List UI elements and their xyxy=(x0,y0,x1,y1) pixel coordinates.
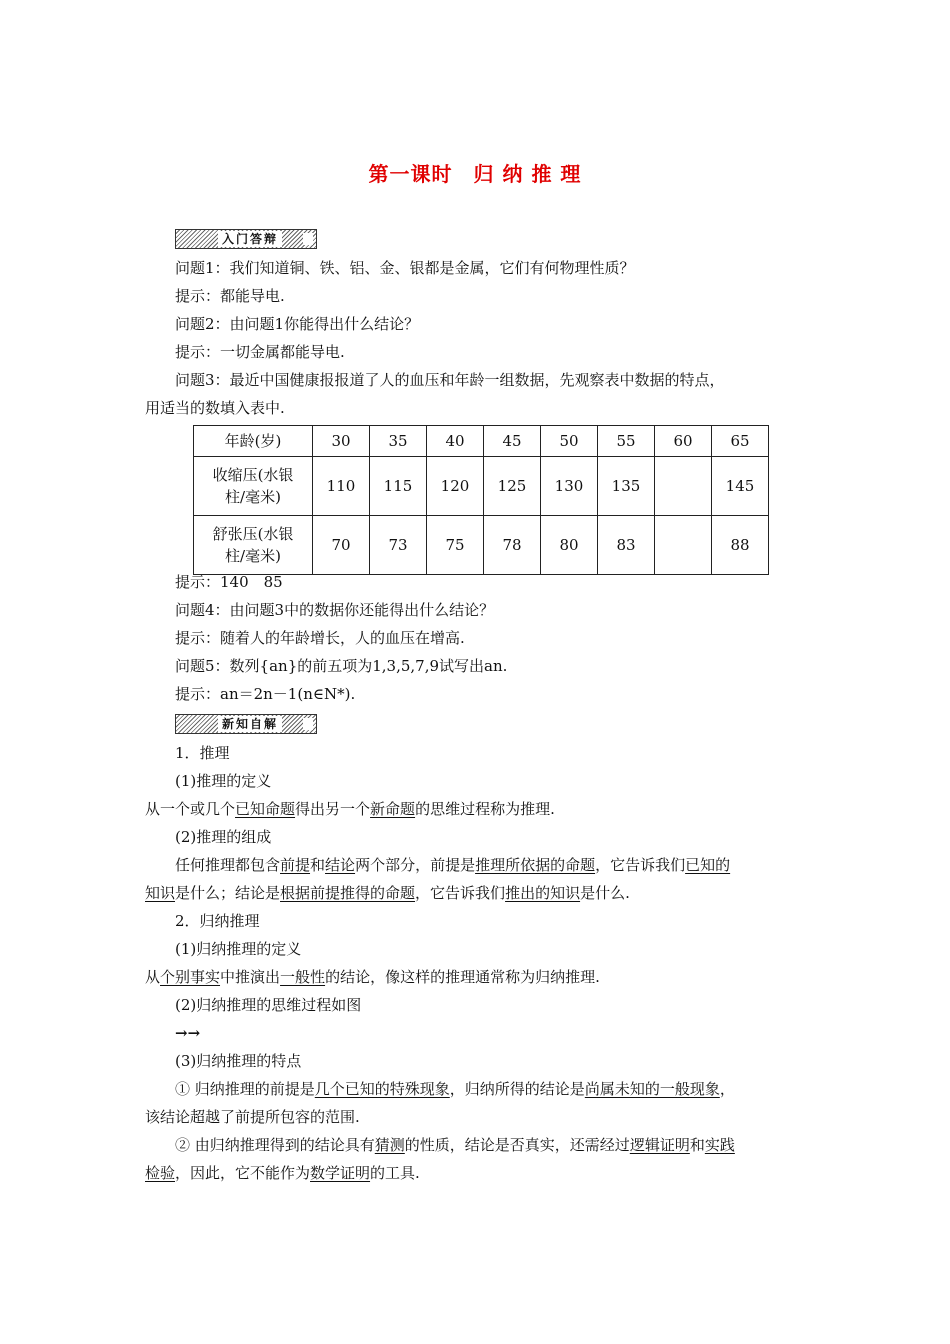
table-cell: 115 xyxy=(370,457,427,516)
feature-1-line-2: 该结论超越了前提所包容的范围. xyxy=(145,1108,360,1126)
question-3-line-2: 用适当的数填入表中. xyxy=(145,399,285,417)
table-cell: 78 xyxy=(484,516,541,575)
question-3-line-1: 问题3：最近中国健康报报道了人的血压和年龄一组数据，先观察表中数据的特点， xyxy=(175,371,725,389)
feature-2-line-2: 检验，因此，它不能作为数学证明的工具. xyxy=(145,1164,420,1182)
question-5: 问题5：数列{an}的前五项为1,3,5,7,9试写出an. xyxy=(175,657,508,675)
table-header-age: 年龄(岁) xyxy=(194,426,313,457)
hint-2: 提示：一切金属都能导电. xyxy=(175,343,345,361)
table-cell: 55 xyxy=(598,426,655,457)
table-cell: 80 xyxy=(541,516,598,575)
question-2: 问题2：由问题1你能得出什么结论？ xyxy=(175,315,420,333)
table-cell: 60 xyxy=(655,426,712,457)
heading-induction: 2．归纳推理 xyxy=(175,912,260,930)
table-header-diastolic: 舒张压(水银 柱/毫米) xyxy=(194,516,313,575)
subheading-composition: (2)推理的组成 xyxy=(175,828,272,846)
feature-1-line-1: ① 归纳推理的前提是几个已知的特殊现象，归纳所得的结论是尚属未知的一般现象， xyxy=(175,1080,735,1098)
subheading-features: (3)归纳推理的特点 xyxy=(175,1052,302,1070)
table-cell: 65 xyxy=(712,426,769,457)
table-cell: 40 xyxy=(427,426,484,457)
definition-text: 从一个或几个已知命题得出另一个新命题的思维过程称为推理. xyxy=(145,800,555,818)
table-row-diastolic xyxy=(194,516,769,575)
table-cell: 88 xyxy=(712,516,769,575)
table-cell: 120 xyxy=(427,457,484,516)
subheading-induction-definition: (1)归纳推理的定义 xyxy=(175,940,302,958)
composition-text-2: 知识是什么；结论是根据前提推得的命题，它告诉我们推出的知识是什么. xyxy=(145,884,630,902)
table-cell: 130 xyxy=(541,457,598,516)
table-cell: 135 xyxy=(598,457,655,516)
question-4: 问题4：由问题3中的数据你还能得出什么结论？ xyxy=(175,601,495,619)
blood-pressure-table xyxy=(193,425,769,575)
table-row-age xyxy=(194,426,769,457)
induction-definition-text: 从个别事实中推演出一般性的结论，像这样的推理通常称为归纳推理. xyxy=(145,968,600,986)
section-tag-new: 新知自解 xyxy=(175,714,317,734)
table-cell: 145 xyxy=(712,457,769,516)
table-cell: 83 xyxy=(598,516,655,575)
table-cell: 73 xyxy=(370,516,427,575)
table-cell-blank xyxy=(655,516,712,575)
table-cell: 70 xyxy=(313,516,370,575)
table-cell: 125 xyxy=(484,457,541,516)
table-cell: 50 xyxy=(541,426,598,457)
heading-reasoning: 1．推理 xyxy=(175,744,230,762)
hint-1: 提示：都能导电. xyxy=(175,287,285,305)
subheading-definition: (1)推理的定义 xyxy=(175,772,272,790)
subheading-thinking-process: (2)归纳推理的思维过程如图 xyxy=(175,996,362,1014)
table-cell: 30 xyxy=(313,426,370,457)
feature-2-line-1: ② 由归纳推理得到的结论具有猜测的性质，结论是否真实，还需经过逻辑证明和实践 xyxy=(175,1136,735,1154)
table-cell: 75 xyxy=(427,516,484,575)
table-cell: 45 xyxy=(484,426,541,457)
hint-4: 提示：随着人的年龄增长，人的血压在增高. xyxy=(175,629,465,647)
hint-3: 提示：140 85 xyxy=(175,573,283,591)
hint-5: 提示：an＝2n－1(n∈N*). xyxy=(175,685,356,703)
table-cell: 110 xyxy=(313,457,370,516)
table-header-systolic: 收缩压(水银 柱/毫米) xyxy=(194,457,313,516)
arrows: →→ xyxy=(175,1024,201,1042)
page-title: 第一课时 归 纳 推 理 xyxy=(368,162,582,186)
composition-text-1: 任何推理都包含前提和结论两个部分，前提是推理所依据的命题，它告诉我们已知的 xyxy=(175,856,731,874)
section-tag-intro: 入门答辩 xyxy=(175,229,317,249)
table-cell-blank xyxy=(655,457,712,516)
table-row-systolic xyxy=(194,457,769,516)
table-cell: 35 xyxy=(370,426,427,457)
question-1: 问题1：我们知道铜、铁、铝、金、银都是金属，它们有何物理性质？ xyxy=(175,259,635,277)
